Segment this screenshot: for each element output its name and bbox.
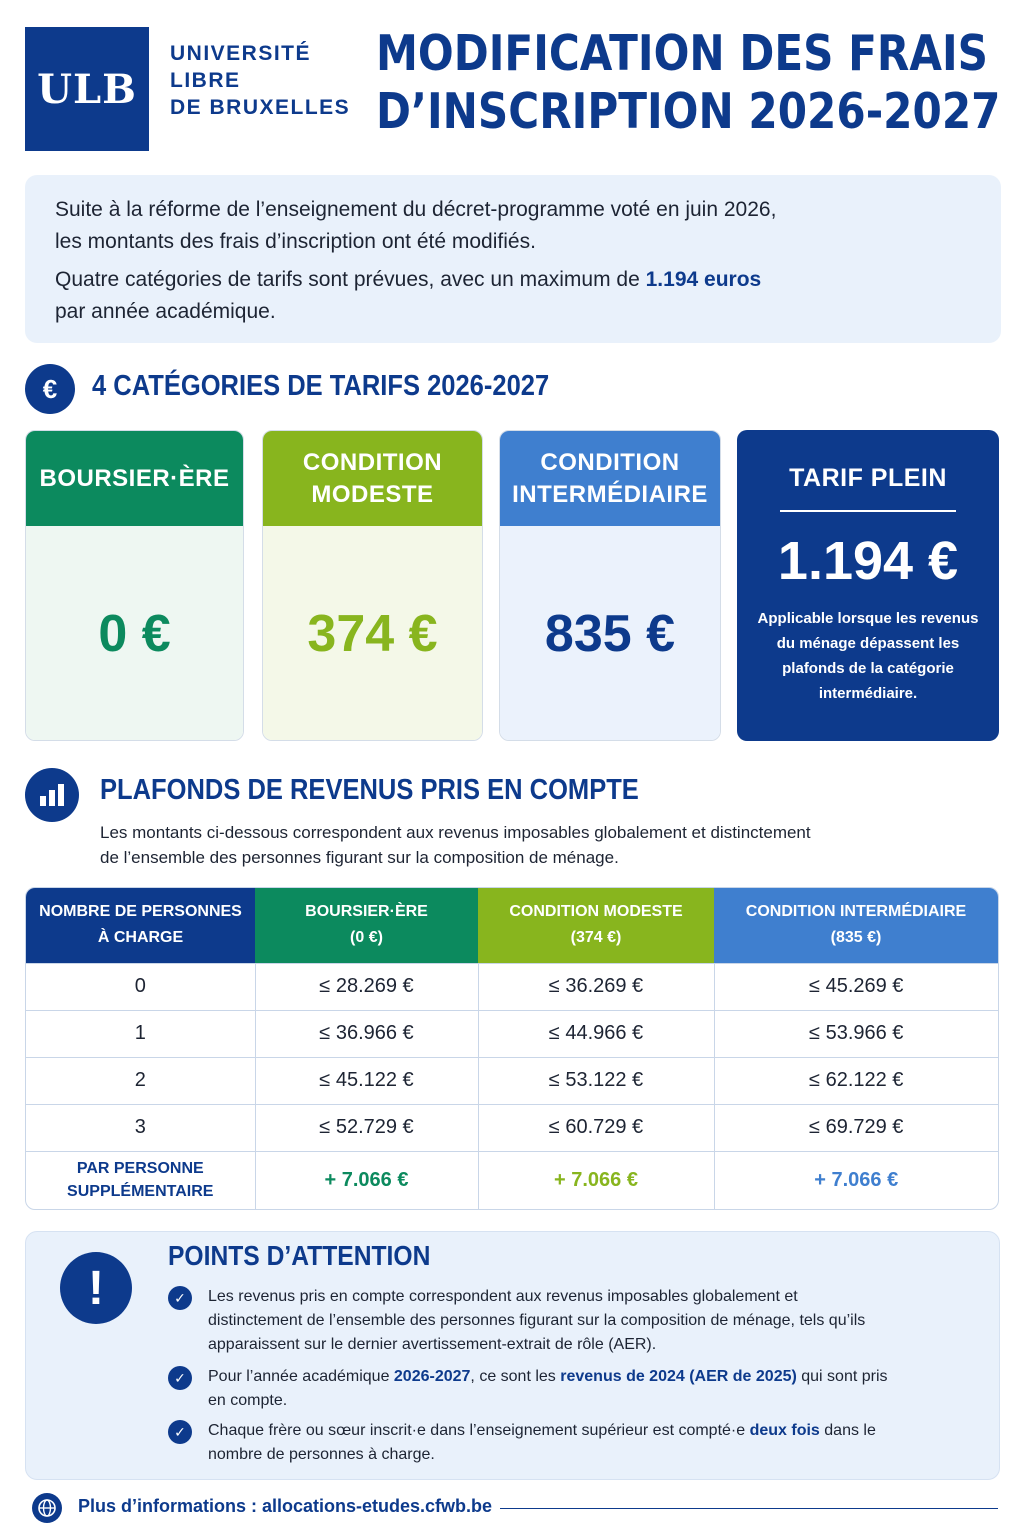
max-amount-highlight: 1.194 euros [645, 268, 762, 291]
table-cell: ≤ 28.269 € [255, 963, 478, 1010]
table-row-extra-person [26, 1151, 998, 1209]
table-cell: + 7.066 € [714, 1151, 998, 1209]
card-price: 1.194 € [777, 531, 959, 591]
attention-item [168, 1365, 888, 1413]
check-icon: ✓ [168, 1420, 192, 1444]
globe-glyph [37, 1498, 57, 1518]
attention-item-text: Pour l’année académique 2026-2027, ce sont les revenus de 2024 (AER de 2025) qui sont pris en compte. [208, 1368, 888, 1409]
table-cell: ≤ 44.966 € [478, 1010, 714, 1057]
more-info-link[interactable]: Plus d’informations : allocations-etudes.cfwb.be [78, 1496, 493, 1516]
header-modeste: CONDITION MODESTE (374 €) [478, 888, 714, 963]
attention-item [168, 1419, 888, 1467]
intro-line: Quatre catégories de tarifs sont prévues, avec un maximum de [55, 268, 646, 291]
card-divider [780, 510, 956, 512]
card-title: CONDITION MODESTE [263, 431, 482, 526]
subtitle-line: Les montants ci-dessous correspondent aux revenus imposables globalement et distinctement [100, 823, 811, 842]
card-price: 835 € [500, 526, 720, 741]
card-boursier [25, 430, 244, 741]
categories-section-title: 4 CATÉGORIES DE TARIFS 2026-2027 [92, 370, 550, 402]
attention-item [168, 1285, 888, 1357]
bar-chart-icon [25, 768, 79, 822]
ceilings-section-title: PLAFONDS DE REVENUS PRIS EN COMPTE [100, 774, 639, 806]
ulb-logo [25, 27, 149, 151]
table-cell: ≤ 36.966 € [255, 1010, 478, 1057]
attention-item-text: Chaque frère ou sœur inscrit·e dans l’enseignement supérieur est compté·e deux fois dans le nombre de personnes à charge. [208, 1422, 876, 1463]
footer-divider [500, 1508, 998, 1509]
university-name [170, 40, 350, 121]
card-title: TARIF PLEIN [789, 464, 947, 492]
table-row [26, 1104, 998, 1151]
table-cell: 2 [26, 1057, 255, 1104]
table-cell: ≤ 45.269 € [714, 963, 998, 1010]
university-line: UNIVERSITÉ [170, 42, 312, 65]
attention-title: POINTS D’ATTENTION [168, 1240, 431, 1271]
intro-line: Suite à la réforme de l’enseignement du décret-programme voté en juin 2026, [55, 198, 777, 221]
exclamation-icon [60, 1252, 132, 1324]
header-boursier: BOURSIER·ÈRE (0 €) [255, 888, 478, 963]
intro-paragraph-2 [55, 264, 971, 328]
header-persons: NOMBRE DE PERSONNES À CHARGE [26, 888, 255, 963]
table-row [26, 1010, 998, 1057]
card-title: BOURSIER·ÈRE [26, 431, 243, 526]
table-cell: ≤ 60.729 € [478, 1104, 714, 1151]
table-header-row [26, 888, 998, 963]
income-ceilings-table [25, 887, 999, 1210]
table-cell: 0 [26, 963, 255, 1010]
table-cell: ≤ 53.966 € [714, 1010, 998, 1057]
table-cell: ≤ 62.122 € [714, 1057, 998, 1104]
university-line: DE BRUXELLES [170, 96, 351, 119]
logo-text: ULB [37, 65, 137, 113]
euro-icon [25, 364, 75, 414]
table-cell: 3 [26, 1104, 255, 1151]
title-line-1: MODIFICATION DES FRAIS [376, 25, 988, 82]
attention-item-text: Les revenus pris en compte correspondent aux revenus imposables globalement et distinctement de l’ensemble des personnes figurant sur la composition de ménage, tels qu’ils apparaissent sur le dernier avertissement-extrait de rôle (AER). [208, 1288, 866, 1353]
exclamation-glyph: ! [88, 1261, 104, 1315]
header-intermediaire: CONDITION INTERMÉDIAIRE (835 €) [714, 888, 998, 963]
table-cell: 1 [26, 1010, 255, 1057]
check-icon: ✓ [168, 1366, 192, 1390]
subtitle-line: de l’ensemble des personnes figurant sur la composition de ménage. [100, 848, 619, 867]
check-icon: ✓ [168, 1286, 192, 1310]
ceilings-subtitle [100, 820, 900, 870]
university-line: LIBRE [170, 69, 241, 92]
table-cell: + 7.066 € [478, 1151, 714, 1209]
title-line-2: D’INSCRIPTION 2026-2027 [376, 83, 1001, 140]
extra-person-label: PAR PERSONNE SUPPLÉMENTAIRE [26, 1151, 255, 1209]
intro-box [25, 175, 1001, 343]
table-cell: ≤ 36.269 € [478, 963, 714, 1010]
table-row [26, 963, 998, 1010]
intro-paragraph-1 [55, 194, 971, 258]
table-cell: ≤ 69.729 € [714, 1104, 998, 1151]
bar-chart-glyph [39, 784, 65, 806]
euro-glyph: € [42, 373, 58, 404]
intro-line: par année académique. [55, 300, 276, 323]
globe-icon [32, 1493, 62, 1523]
page-title [376, 25, 1001, 141]
table-row [26, 1057, 998, 1104]
card-tarif-plein [737, 430, 999, 741]
table-cell: ≤ 53.122 € [478, 1057, 714, 1104]
card-condition-modeste [262, 430, 483, 741]
card-title: CONDITION INTERMÉDIAIRE [500, 431, 720, 526]
card-price: 0 € [26, 526, 243, 741]
table-cell: ≤ 45.122 € [255, 1057, 478, 1104]
card-condition-intermediaire [499, 430, 721, 741]
card-note: Applicable lorsque les revenus du ménage dépassent les plafonds de la catégorie intermédiaire. [757, 610, 979, 702]
table-cell: + 7.066 € [255, 1151, 478, 1209]
table-cell: ≤ 52.729 € [255, 1104, 478, 1151]
intro-line: les montants des frais d’inscription ont été modifiés. [55, 230, 536, 253]
card-price: 374 € [263, 526, 482, 741]
